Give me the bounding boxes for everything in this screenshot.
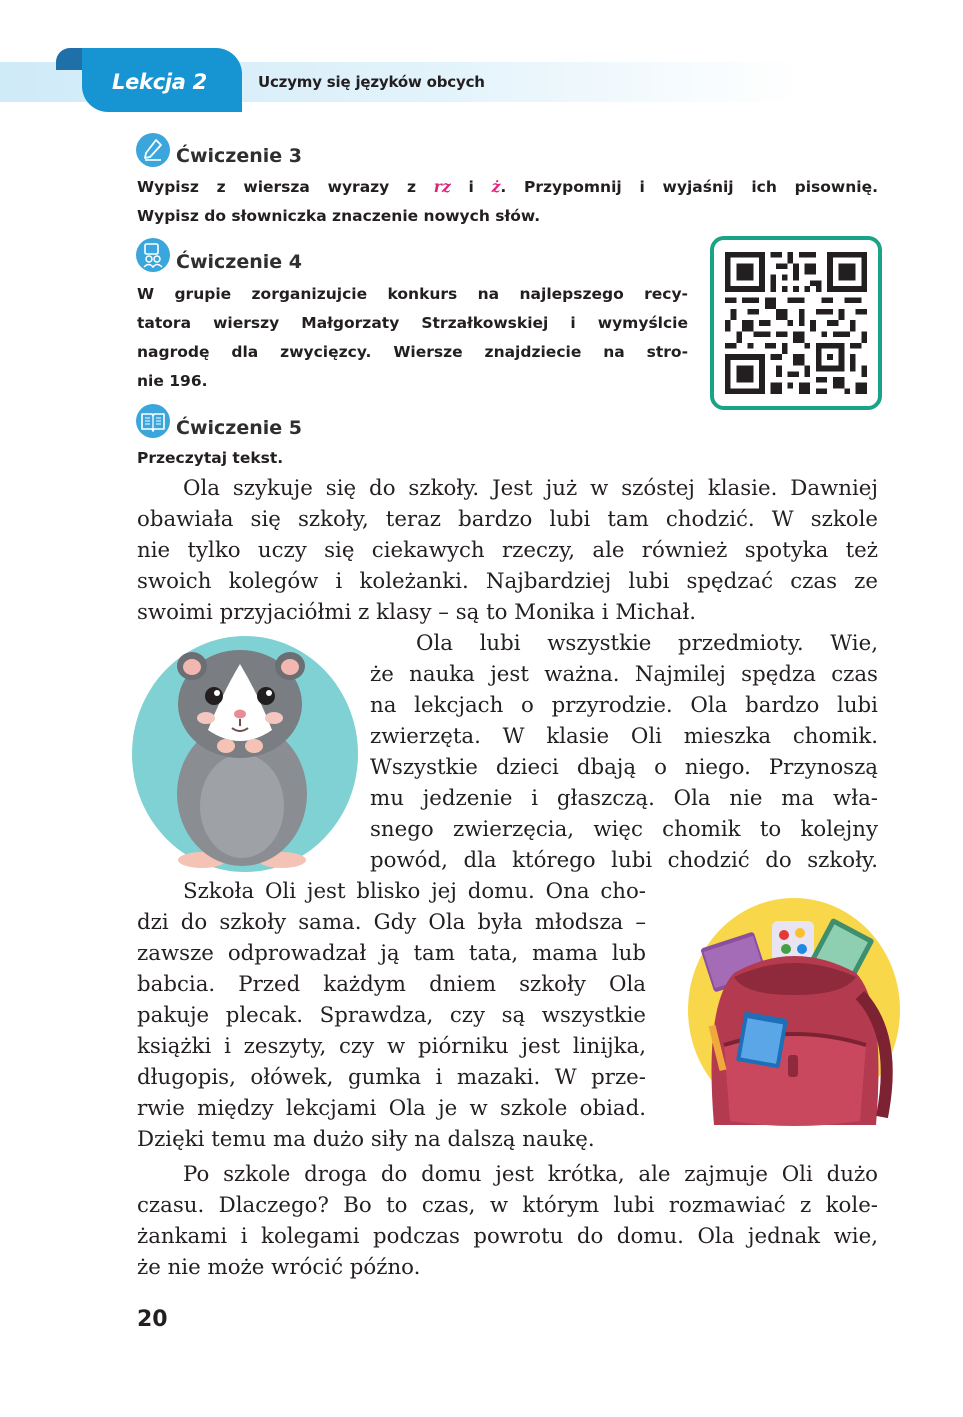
text-line: powód, dla którego lubi chodzić do szkoły. bbox=[370, 848, 878, 873]
exercise-5-instruction: Przeczytaj tekst. bbox=[137, 449, 284, 467]
exercise-4-line: nagrodę dla zwycięzcy. Wiersze znajdziecie na stro- bbox=[137, 343, 688, 361]
exercise-4-line: nie 196. bbox=[137, 372, 208, 390]
backpack-illustration bbox=[684, 895, 904, 1135]
text-line: pakuje plecak. Sprawdza, czy są wszystkie bbox=[137, 1003, 646, 1028]
text-line: Wszystkie dzieci dbają o niego. Przynoszą bbox=[370, 755, 878, 780]
hamster-illustration bbox=[130, 634, 360, 874]
qr-pattern bbox=[725, 251, 867, 395]
text-line: nie tylko uczy się ciekawych rzeczy, ale również spotyka też bbox=[137, 538, 878, 563]
text-line: Ola lubi wszystkie przedmioty. Wie, bbox=[416, 631, 878, 656]
text-line: obawiała się szkoły, teraz bardzo lubi tam chodzić. W szkole bbox=[137, 507, 878, 532]
qr-code[interactable] bbox=[710, 236, 882, 410]
exercise-3-title: Ćwiczenie 3 bbox=[176, 145, 302, 167]
text-line: książki i zeszyty, czy w piórniku jest linijka, bbox=[137, 1034, 646, 1059]
text-line: zawsze odprowadzał ją tam tata, mama lub bbox=[137, 941, 646, 966]
exercise-5-title: Ćwiczenie 5 bbox=[176, 417, 302, 439]
exercise-4-line: tatora wierszy Małgorzaty Strzałkowskiej i wymyślcie bbox=[137, 314, 688, 332]
text-line: czasu. Dlaczego? Bo to czas, w którym lubi rozmawiać z kole- bbox=[137, 1193, 878, 1218]
exercise-3-line-2: Wypisz do słowniczka znaczenie nowych słów. bbox=[137, 207, 541, 225]
text-line: że nauka jest ważna. Najmilej spędza czas bbox=[370, 662, 878, 687]
reading-paragraph-1 bbox=[137, 473, 878, 628]
text-line: Ola szykuje się do szkoły. Jest już w szóstej klasie. Dawniej bbox=[183, 476, 878, 501]
text-line: żankami i kolegami podczas powrotu do domu. Ola jednak wie, bbox=[137, 1224, 878, 1249]
text-line: zwierzęta. W klasie Oli mieszka chomik. bbox=[370, 724, 878, 749]
text-line: babcia. Przed każdym dniem szkoły Ola bbox=[137, 972, 646, 997]
pencil-icon bbox=[136, 133, 170, 167]
reading-paragraph-4 bbox=[137, 1159, 878, 1283]
group-icon bbox=[136, 238, 170, 272]
page-number: 20 bbox=[137, 1307, 168, 1332]
text-line: dzi do szkoły sama. Gdy Ola była młodsza – bbox=[137, 910, 646, 935]
text-line: swoich kolegów i koleżanki. Najbardziej lubi spędzać czas ze bbox=[137, 569, 878, 594]
exercise-3-text bbox=[137, 172, 878, 231]
lesson-topic: Uczymy się języków obcych bbox=[258, 73, 485, 91]
text-line: Szkoła Oli jest blisko jej domu. Ona cho- bbox=[183, 879, 646, 904]
exercise-3-line-1: Wypisz z wiersza wyrazy z rz i ż. Przypomnij i wyjaśnij ich pisownię. bbox=[137, 177, 878, 196]
text-line: mu jedzenie i głaszczą. Ola nie ma wła- bbox=[370, 786, 878, 811]
text-line: na lekcjach o przyrodzie. Ola bardzo lubi bbox=[370, 693, 878, 718]
exercise-4-line: W grupie zorganizujcie konkurs na najlepszego recy- bbox=[137, 285, 688, 303]
book-icon bbox=[136, 404, 170, 438]
reading-paragraph-3 bbox=[137, 876, 646, 1155]
text-line: Po szkole droga do domu jest krótka, ale zajmuje Oli dużo bbox=[183, 1162, 878, 1187]
text-line: Dzięki temu ma dużo siły na dalszą naukę. bbox=[137, 1127, 595, 1152]
text-line: rwie między lekcjami Ola je w szkole obiad. bbox=[137, 1096, 646, 1121]
lesson-label: Lekcja 2 bbox=[112, 70, 207, 94]
exercise-4-text bbox=[137, 280, 688, 396]
text-line: że nie może wrócić późno. bbox=[137, 1255, 421, 1280]
reading-paragraph-2 bbox=[370, 628, 878, 876]
text-line: swoimi przyjaciółmi z klasy – są to Monika i Michał. bbox=[137, 600, 697, 625]
text-line: snego zwierzęcia, więc chomik to kolejny bbox=[370, 817, 878, 842]
exercise-4-title: Ćwiczenie 4 bbox=[176, 251, 302, 273]
text-line: długopis, ołówek, gumka i mazaki. W prze- bbox=[137, 1065, 646, 1090]
